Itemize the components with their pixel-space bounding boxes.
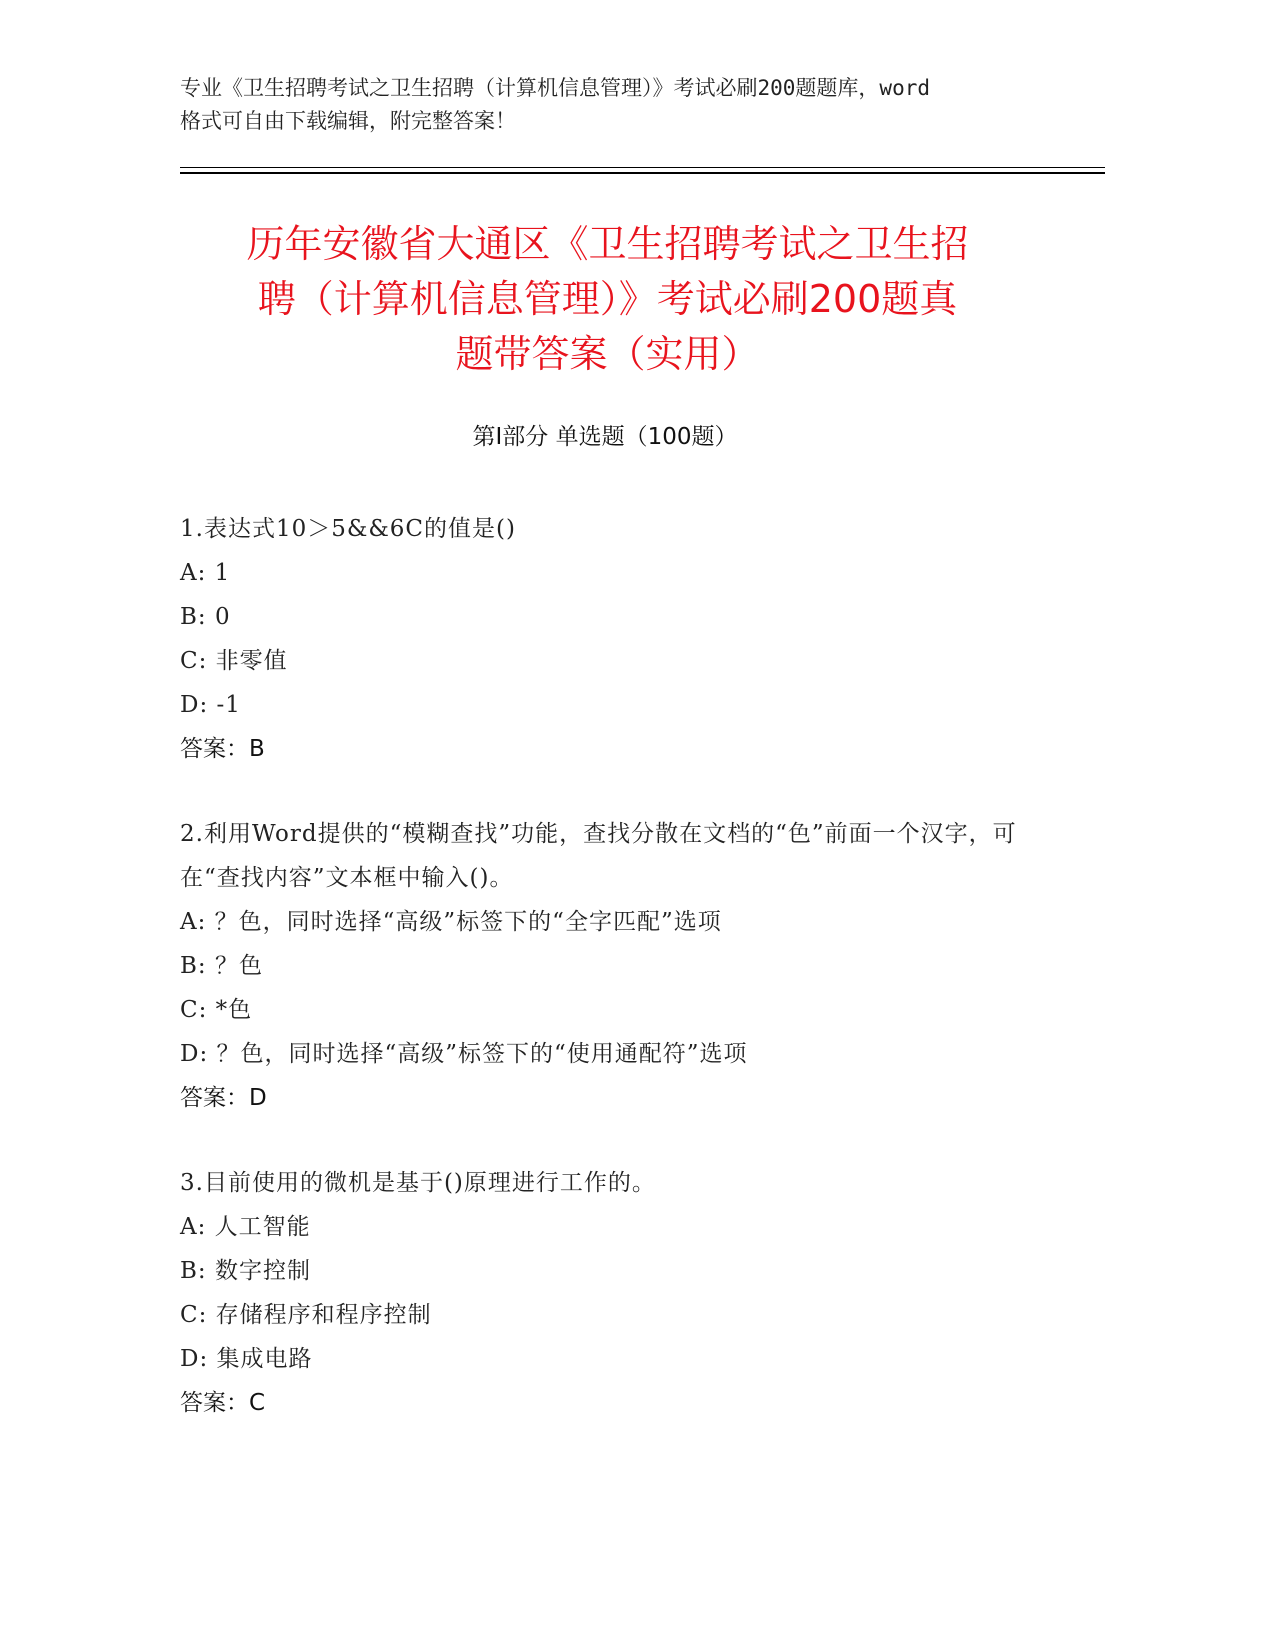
document-title-line-1: 历年安徽省大通区《卫生招聘考试之卫生招 bbox=[246, 222, 969, 266]
header-note-line-1: 专业《卫生招聘考试之卫生招聘（计算机信息管理）》考试必刷200题题库，word bbox=[180, 76, 930, 100]
answer-line: 答案：D bbox=[180, 1085, 267, 1111]
header-divider-thin bbox=[180, 167, 1105, 168]
document-title-line-2: 聘（计算机信息管理）》考试必刷200题真 bbox=[257, 277, 958, 321]
header-note-line-2: 格式可自由下载编辑，附完整答案！ bbox=[180, 109, 516, 133]
option-a: A: 人工智能 bbox=[180, 1214, 311, 1240]
option-a: A: 1 bbox=[180, 560, 231, 586]
document-title bbox=[185, 217, 1030, 382]
header-divider-thick bbox=[180, 172, 1105, 174]
option-c: C: 存储程序和程序控制 bbox=[180, 1302, 432, 1328]
header-note bbox=[180, 72, 1060, 138]
answer-line: 答案：C bbox=[180, 1390, 266, 1416]
option-b: B: ？色 bbox=[180, 953, 263, 979]
option-d: D: -1 bbox=[180, 692, 241, 718]
option-b: B: 数字控制 bbox=[180, 1258, 311, 1284]
option-d: D: ？色，同时选择“高级”标签下的“使用通配符”选项 bbox=[180, 1041, 748, 1067]
question-stem: 3.目前使用的微机是基于()原理进行工作的。 bbox=[180, 1170, 656, 1196]
question-list bbox=[180, 507, 1060, 1466]
question-stem: 2.利用Word提供的“模糊查找”功能，查找分散在文档的“色”前面一个汉字，可在“查找内容”文本框中输入()。 bbox=[180, 821, 1017, 891]
question-stem: 1.表达式10＞5&&6C的值是() bbox=[180, 516, 516, 542]
question-3 bbox=[180, 1161, 1060, 1425]
option-c: C: *色 bbox=[180, 997, 253, 1023]
question-1 bbox=[180, 507, 1060, 771]
option-b: B: 0 bbox=[180, 604, 231, 630]
answer-line: 答案：B bbox=[180, 736, 265, 762]
document-title-line-3: 题带答案（实用） bbox=[455, 332, 760, 376]
option-d: D: 集成电路 bbox=[180, 1346, 313, 1372]
option-c: C: 非零值 bbox=[180, 648, 288, 674]
section-title: 第Ⅰ部分 单选题（100题） bbox=[472, 424, 738, 450]
option-a: A: ？色，同时选择“高级”标签下的“全字匹配”选项 bbox=[180, 909, 722, 935]
question-2 bbox=[180, 812, 1060, 1120]
